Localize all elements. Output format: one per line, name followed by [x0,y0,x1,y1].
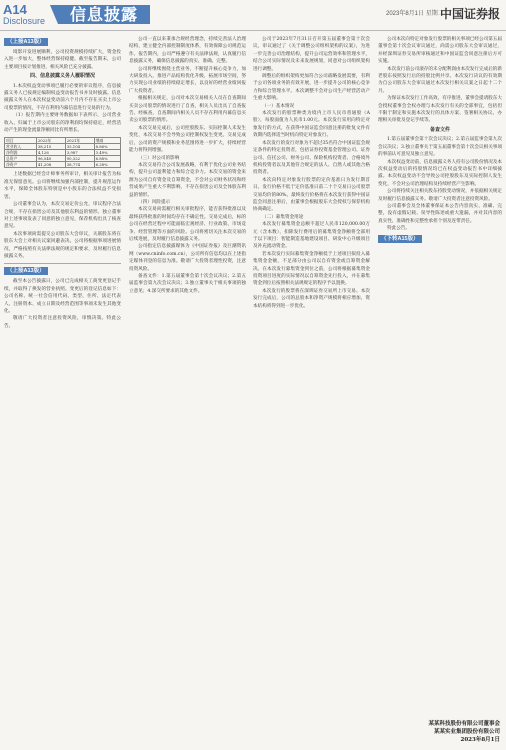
paragraph: 1.第五届董事会第十次会议决议；2.第五届监事会第九次会议决议；3.独立董事关于第五届董事会第十次会议相关事项的事前认可意见及独立意见。 [378,137,502,158]
paragraph: 公司本次向特定对象发行股票的相关事项已经公司第五届董事会第十次会议审议通过，尚需公司股东大会审议通过，并经深圳证券交易所审核通过和中国证监会同意注册后方可实施。 [378,37,502,65]
table-cell: 35,104 [65,144,94,150]
issue-date: 2023年8月1日 星期二 [386,11,444,17]
paragraph: 1.本次权益变动事项已履行必要的审议程序，信息披露义务人已按规定编制权益变动报告书并及时披露。信息披露义务人在本次权益变动前六个月内不存在买卖上市公司股票的情况，不存在利用内幕信息进行交易的行为。 [4,83,121,111]
paragraph: 公司指定信息披露媒体为《中国证券报》及巨潮资讯网（www.cninfo.com.cn），公司所有信息均以在上述指定媒体刊登的信息为准。敬请广大投资者理性投资，注意投资风险。 [129,244,246,272]
paragraph: （二）募集资金用途 [262,214,304,220]
paragraph: 本次发行的发行对象为不超过35名符合中国证监会规定条件的特定投资者，包括证券投资基金管理公司、证券公司、信托公司、财务公司、保险机构投资者、合格境外机构投资者以及其他符合规定的法人、自然人或其他合格投资者。 [253,140,370,176]
paragraph: 本次交易尚需履行相关审批程序，能否获得批准以及最终获得批准的时间均存在不确定性。交易完成后，标的公司在经营过程中可能面临宏观经济、行业政策、市场竞争、经营管理等方面的风险。公司将密切关注本次交易的后续进展，及时履行信息披露义务。 [129,207,246,242]
paragraph: 公司将继续围绕主营业务，不断提升核心竞争力，加大研发投入，推进产品结构优化升级，拓展市场空间，努力实现公司业绩的持续稳定增长，以良好的经营业绩回报广大投资者。 [129,66,246,94]
continued-tag: （下转A15版） [378,235,422,243]
table-cell: 6.28% [94,162,120,168]
section-banner: 信息披露 [58,5,150,24]
table-cell: 2021年 [65,138,94,144]
signatory-1: 某某科技股份有限公司董事会 [428,721,500,727]
table-cell: 4,126 [36,150,65,156]
table-cell: 96,540 [36,156,65,162]
paragraph: 本次交易完成后，公司控股股东、实际控制人未发生变化，本次交易不会导致公司控制权发生变更。交易完成后，公司的资产规模和业务范围将进一步扩大，持续经营能力将得到增强。 [129,125,246,154]
paragraph: 本次发行前公司滚存的未分配利润由本次发行完成后的新老股东按照发行后的持股比例共享。本次发行决议的有效期为自公司股东大会审议通过本次发行相关议案之日起十二个月。 [378,66,502,94]
paragraph: 公司董事会及全体董事保证本公告内容真实、准确、完整，没有虚假记载、误导性陈述或重大遗漏，并对其内容的真实性、准确性和完整性承担个别及连带责任。 [378,203,502,224]
table-cell: 项目 [5,138,37,144]
table-cell: 净利润 [5,150,37,156]
page-header [0,0,506,31]
divider [4,263,121,264]
table-cell: 38,774 [65,162,94,168]
paragraph: 为保证本次发行工作高效、有序推进，董事会提请股东大会授权董事会全权办理与本次发行有关的全部事宜，包括但不限于制定和实施本次发行的具体方案、签署相关协议、办理相关审批及登记手续等。 [378,96,502,124]
paragraph: 本次发行的股票将在深圳证券交易所上市交易。本次发行完成后，公司的总股本和净资产规模将相应增加，资本结构将得到进一步优化。 [253,288,370,309]
paragraph: （1）报告期内主要财务数据如下表所示，公司营业收入、归属于上市公司股东的净利润均保持稳定，经营活动产生的现金流量净额同比有所增长。 [4,113,121,134]
signature-date: 2023年8月1日 [460,737,500,743]
paragraph: 公司一直以来秉承合规经营理念，持续完善法人治理结构，建立健全内部控制制度体系，有效保障公司规范运作。报告期内，公司严格遵守有关法律法规，认真履行信息披露义务，确保信息披露的真实、准确、完整。 [129,37,246,65]
continued-tag: （上接A13版） [4,267,48,275]
paragraph: 本次事项尚需提交公司股东大会审议，关联股东将在股东大会上对相关议案回避表决。公司将根据事项进展情况，严格按照有关法律法规的规定和要求，及时履行信息披露义务。 [4,231,121,259]
table-row [5,162,121,168]
page-number: A14 [3,2,27,17]
paragraph: 公司将持续关注相关股东持股变动情况，并依据相关规定及时履行信息披露义务。敬请广大投资者注意投资风险。 [378,189,502,202]
paragraph: 本次向特定对象发行股票的定价基准日为发行期首日。发行价格不低于定价基准日前二十个交易日公司股票交易均价的80%。最终发行价格将在本次发行获得中国证监会同意注册后，由董事会根据股东大会授权与保荐机构协商确定。 [253,177,370,213]
financial-table [4,137,121,168]
paragraph: 本次交易符合公司发展战略，有利于优化公司业务结构，提升公司盈利能力和综合竞争力。本次交易的资金来源为公司自有资金及自筹资金，不会对公司财务状况和经营成果产生重大不利影响，不存在损害公司及全体股东利益的情形。 [129,162,246,198]
paragraph: 本次发行的股票种类为境内上市人民币普通股（A股），每股面值为人民币1.00元。本次发行采用向特定对象发行的方式，在获得中国证监会同意注册的批复文件有效期内选择适当时机向特定对象发行。 [253,111,370,139]
column-1 [4,36,121,736]
paragraph: 上述数据已经会计师事务所审计，相关审计报告为标准无保留意见。公司将继续加强内部控制，提升规范运作水平，保障全体股东特别是中小股东的合法权益不受损害。 [4,172,121,200]
paragraph: 公司董事会认为，本次交易定价公允，审议程序合法合规，不存在损害公司及其他股东利益的情形。独立董事对上述事项发表了同意的独立意见，保荐机构出具了核查意见。 [4,202,121,230]
paragraph: 根据相关规定，公司对本次交易相关人员在自查期间买卖公司股票的情况进行了自查，相关人员出具了自查报告。经核查，自查期间内相关人员不存在利用内幕信息买卖公司股票的情形。 [129,96,246,124]
paragraph: 本次发行募集资金总额不超过人民币120,000.00万元（含本数），扣除发行费用后的募集资金净额将全部用于以下项目：智能制造基地建设项目、研发中心升级项目及补充流动资金。 [253,222,370,250]
paragraph: （四）风险提示 [138,199,171,205]
paragraph: 特此公告。 [387,226,410,232]
paragraph: 调整后的组织架构更加符合公司战略发展需要，有利于公司各项业务的有效开展，进一步提升公司的核心竞争力和综合管理水平。本次调整不会对公司生产经营活动产生重大影响。 [253,74,370,102]
table-cell: 90,322 [65,156,94,162]
table-cell: 6.88% [94,156,120,162]
table-cell: 增减 [94,138,120,144]
section-heading: 四、信息披露义务人履职情况 [29,73,95,80]
table-cell: 净资产 [5,162,37,168]
paragraph: 敬请广大投资者注意投资风险，审慎决策。特此公告。 [4,316,121,329]
signatory-2: 某某实业集团股份有限公司 [433,729,500,735]
continued-tag: （上接A13版） [4,38,48,46]
paragraph: 备查文件：1.第五届董事会第十次会议决议；2.第五届监事会第九次会议决议；3.独立董事关于相关事项的独立意见；4.深交所要求的其他文件。 [129,274,246,294]
paragraph: 若本次发行实际募集资金净额低于上述项目拟投入募集资金金额，不足部分由公司以自有资金或自筹资金解决。在本次发行募集资金到位之前，公司将根据募集资金投资项目进度的实际情况以自筹资金先行投入，并在募集资金到位后按照相关法规规定的程序予以置换。 [253,251,370,287]
paragraph: （三）对公司的影响 [138,155,180,161]
paragraph: 境影开发进展顺利，公司投资规模持续扩大，资金投入进一步加大，整体经营保持稳健。截至报告期末，公司主要项目按计划推进，相关风险已充分披露。 [4,50,121,70]
table-cell: 8.86% [94,144,120,150]
signature-block [428,720,500,744]
column-2 [129,36,246,736]
table-cell: 38,215 [36,144,65,150]
table-cell: 2022年 [36,138,65,144]
paragraph: （一）基本情况 [262,103,295,109]
column-4 [378,36,502,736]
section-heading: 备查文件 [429,126,450,133]
table-cell: 营业收入 [5,144,37,150]
table-cell: 3.49% [94,150,120,156]
column-3 [253,36,370,736]
paragraph: 本次权益变动前，信息披露义务人持有公司股份情况及本次权益变动后的持股情况均已在权益变动报告书中详细披露。本次权益变动不会导致公司控股股东及实际控制人发生变化，不会对公司治理结构及持续经营产生影响。 [378,159,502,187]
page-section-en: Disclosure [3,16,46,26]
paragraph: 公司于2023年7月31日召开第五届董事会第十次会议，审议通过了《关于调整公司组织架构的议案》，为进一步完善公司治理结构，提升公司运营效率和管理水平，结合公司实际情况及未来发展规划，同意对公司组织架构进行调整。 [253,37,370,72]
table-cell: 总资产 [5,156,37,162]
table-cell: 3,987 [65,150,94,156]
paragraph: 截至本公告披露日，公司已完成相关工商变更登记手续，并取得了换发的营业执照。变更后的登记信息如下：公司名称、统一社会信用代码、类型、住所、法定代表人、注册资本、成立日期及经营范围等事项未发生其他变化。 [4,279,121,314]
newspaper-logo: 中国证券报 [440,7,501,21]
table-cell: 41,208 [36,162,65,168]
